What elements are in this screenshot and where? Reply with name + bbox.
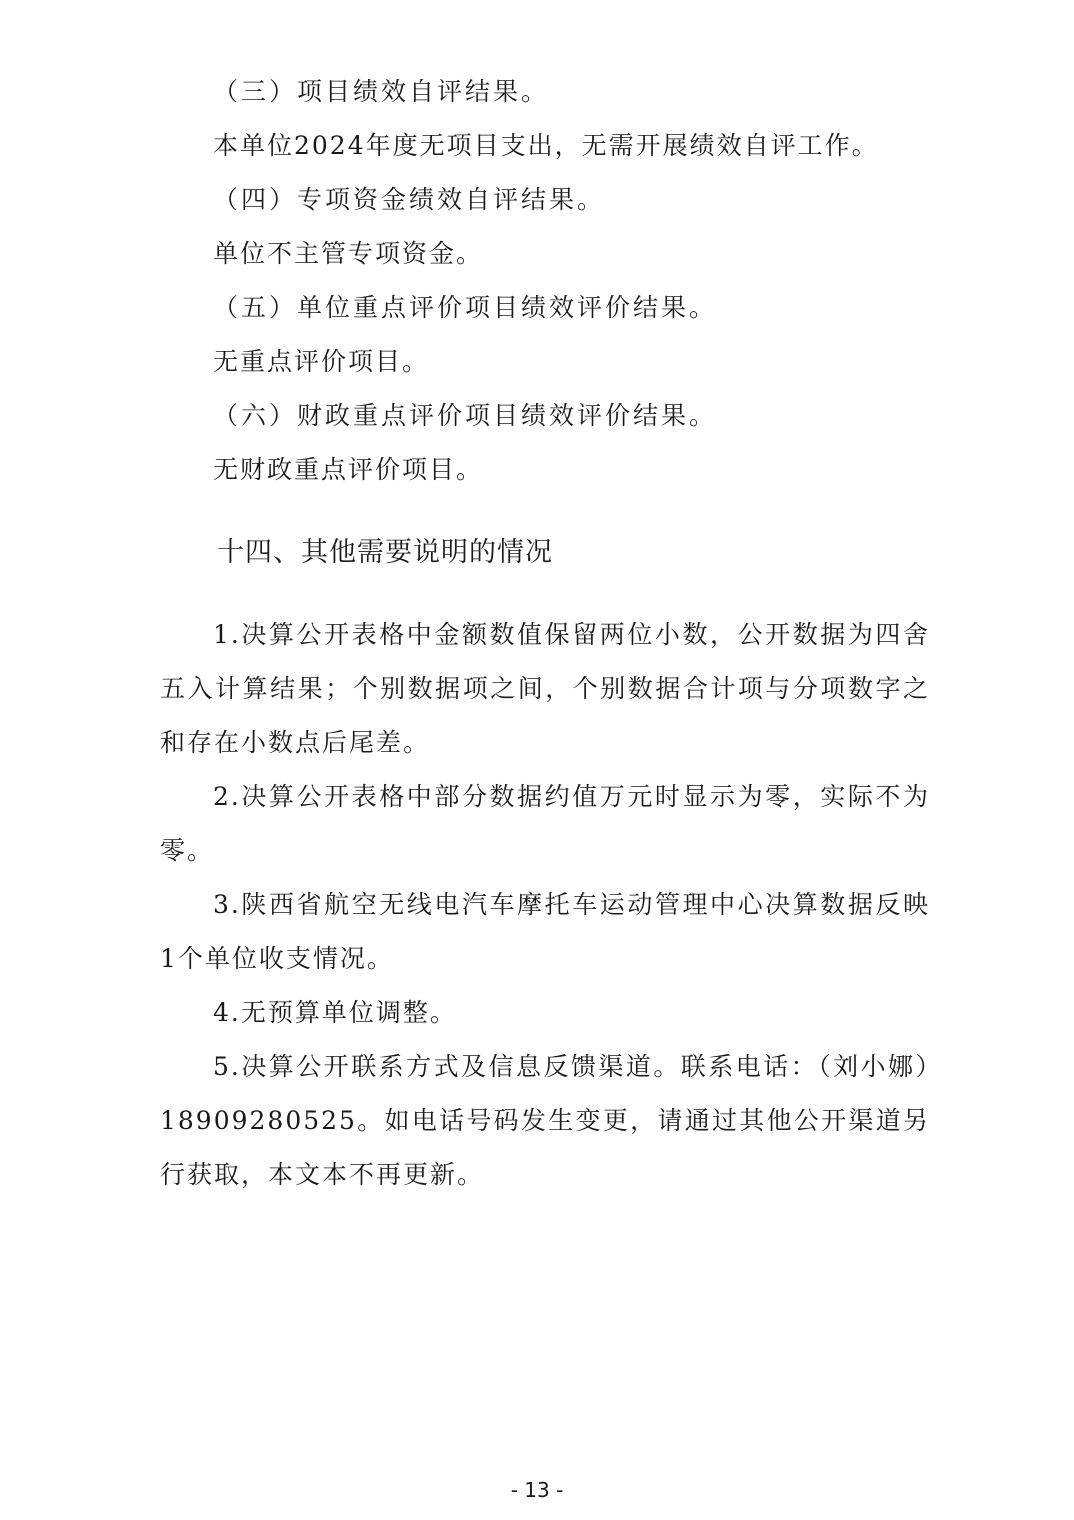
section-3-heading: （三）项目绩效自评结果。 [213,77,550,106]
note-item-5: 5.决算公开联系方式及信息反馈渠道。联系电话：（刘小娜）18909280525。如电话号码发生变更，请通过其他公开渠道另行获取，本文本不再更新。 [160,1052,930,1189]
note-item-2: 2.决算公开表格中部分数据约值万元时显示为零，实际不为零。 [160,782,930,865]
note-item-3: 3.陕西省航空无线电汽车摩托车运动管理中心决算数据反映1个单位收支情况。 [160,890,930,973]
chapter-title: 十四、其他需要说明的情况 [217,537,553,568]
section-4-text: 单位不主管专项资金。 [213,239,484,268]
note-item-1: 1.决算公开表格中金额数值保留两位小数，公开数据为四舍五入计算结果；个别数据项之间，个别数据合计项与分项数字之和存在小数点后尾差。 [160,620,930,757]
section-3-text: 本单位2024年度无项目支出，无需开展绩效自评工作。 [213,131,879,160]
section-5-heading: （五）单位重点评价项目绩效评价结果。 [213,293,718,322]
section-4-heading: （四）专项资金绩效自评结果。 [213,185,606,214]
section-6-text: 无财政重点评价项目。 [213,455,484,484]
page-number: - 13 - [510,1478,564,1502]
note-item-4: 4.无预算单位调整。 [213,998,457,1027]
section-5-text: 无重点评价项目。 [213,347,430,376]
section-6-heading: （六）财政重点评价项目绩效评价结果。 [213,401,718,430]
